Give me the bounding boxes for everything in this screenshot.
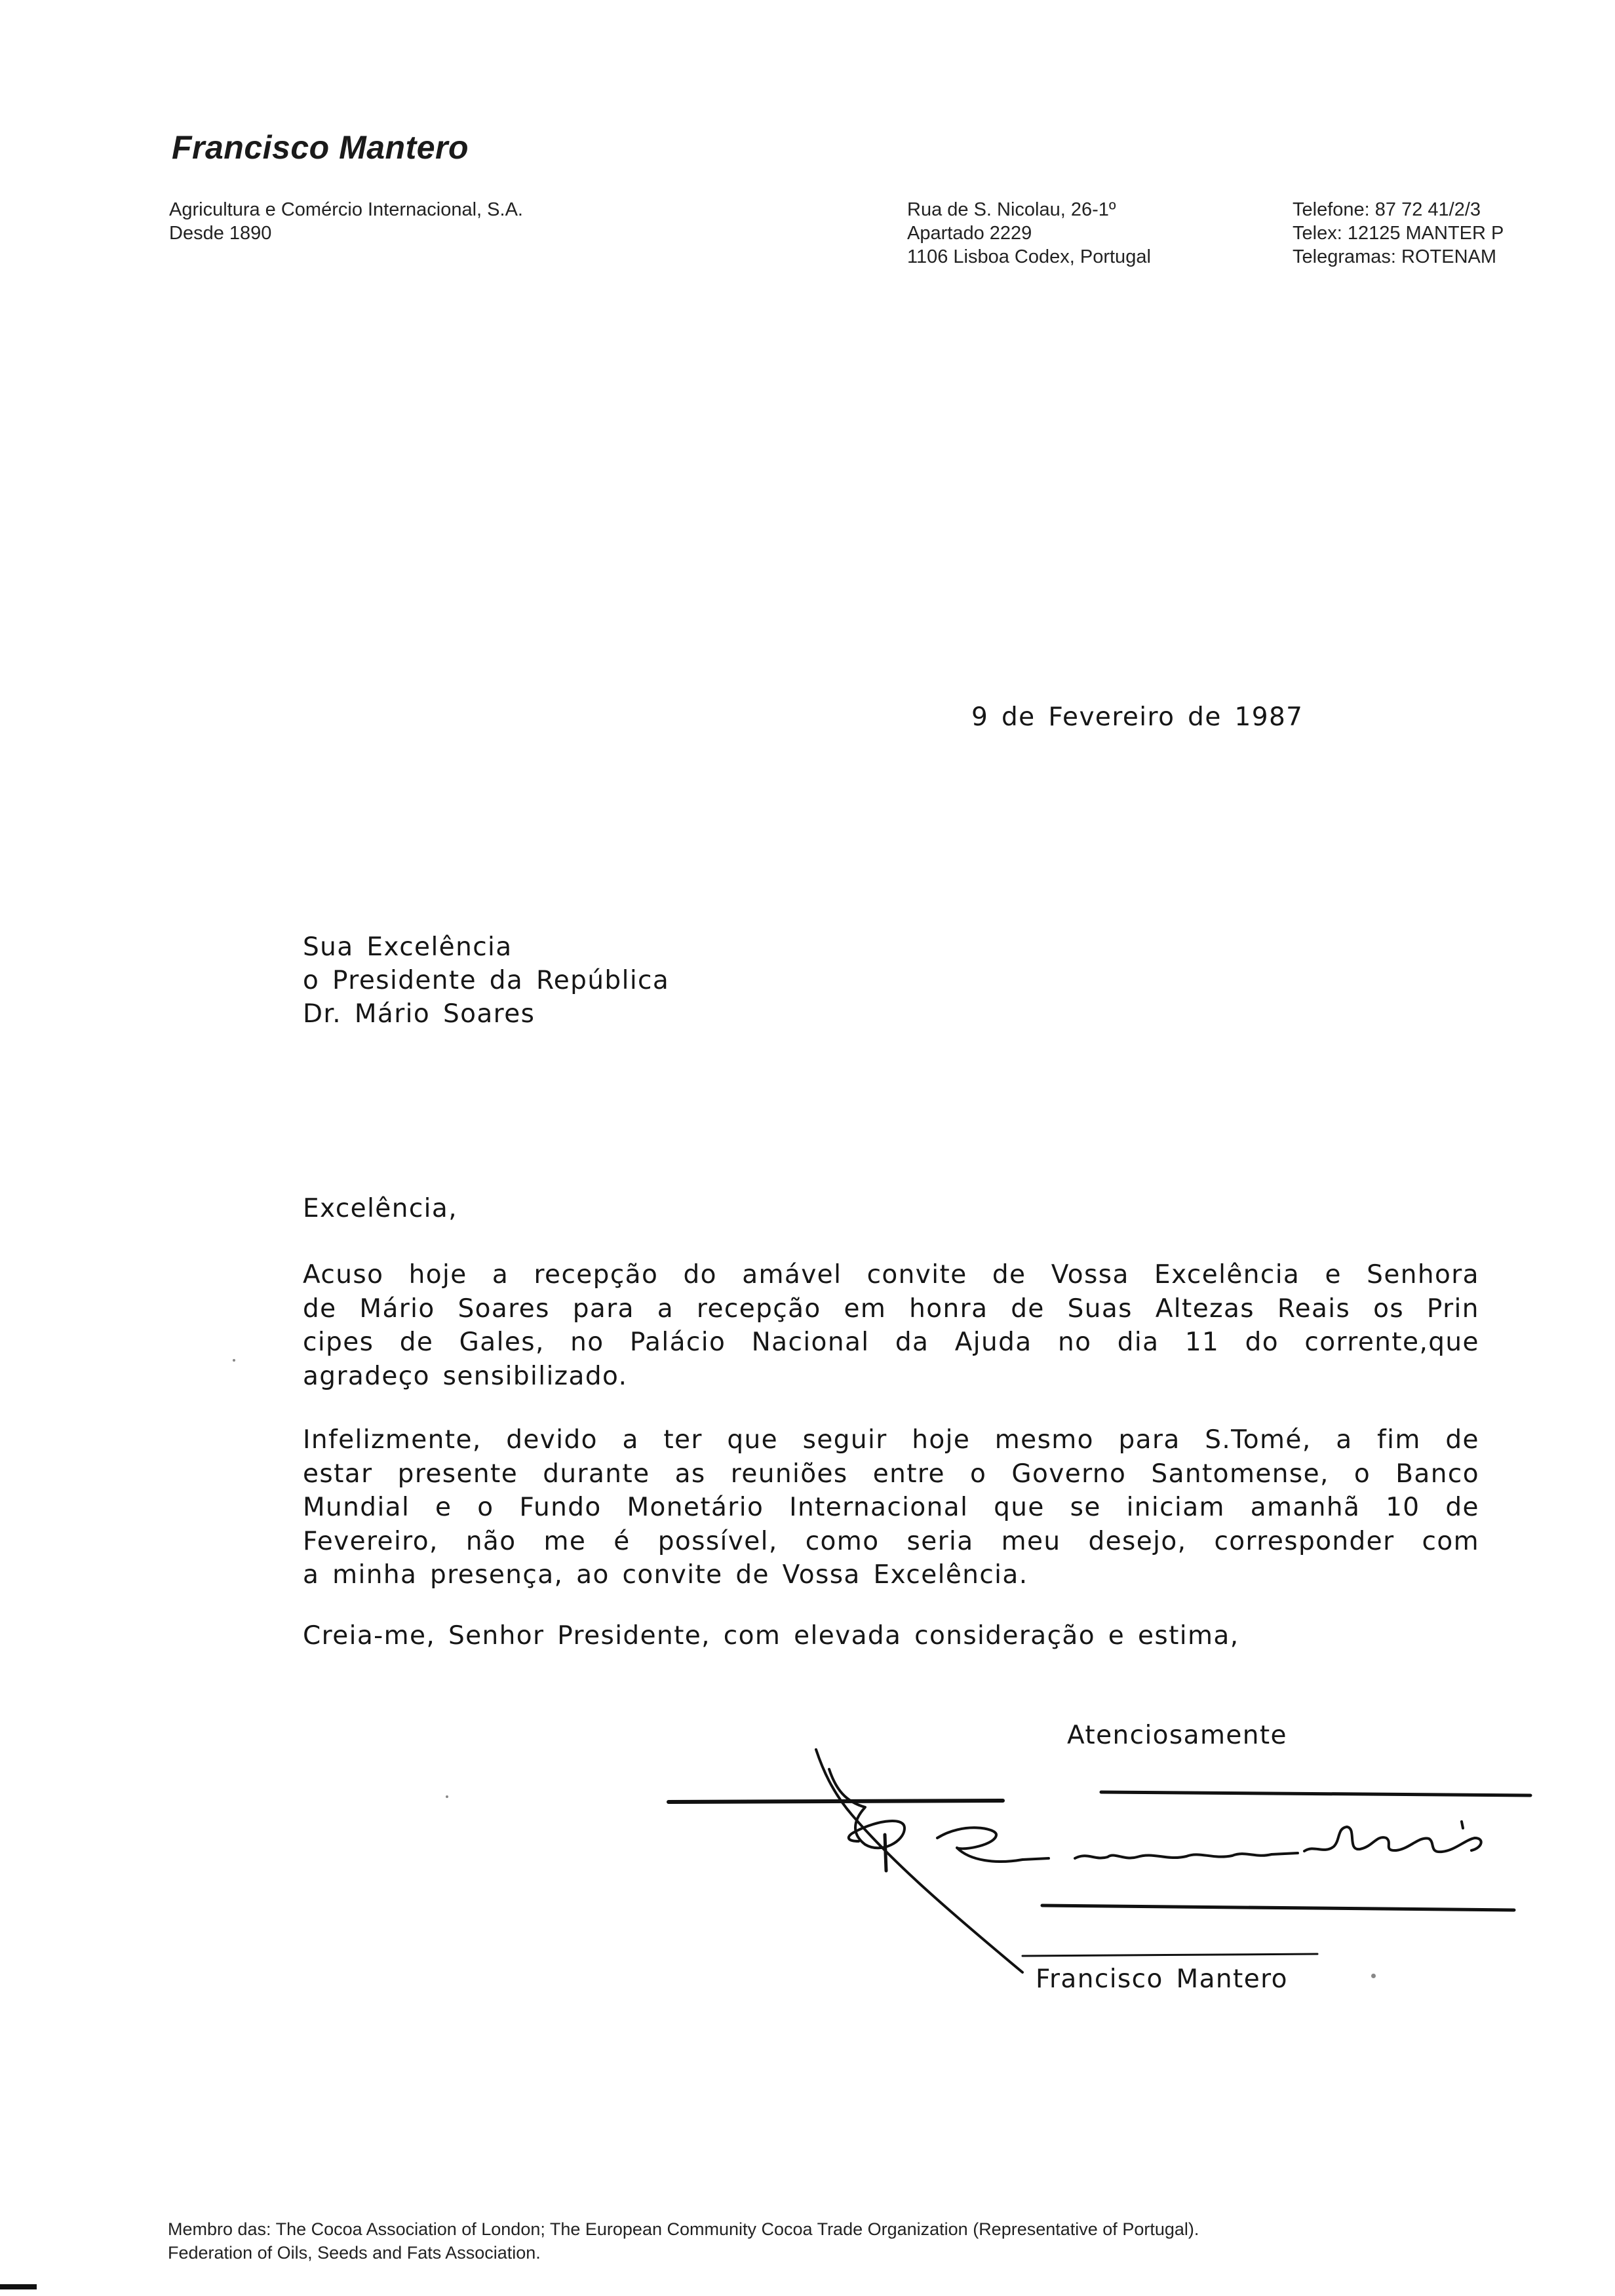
word: hoje (408, 1260, 467, 1290)
word: recepção (696, 1293, 821, 1324)
word: me (543, 1526, 587, 1556)
word: de (1011, 1293, 1045, 1324)
word: meu (1001, 1526, 1061, 1556)
word: S.Tomé, (1205, 1425, 1312, 1455)
word: os (1373, 1293, 1405, 1324)
word: possível, (657, 1526, 778, 1556)
subtitle-line: Desde 1890 (169, 223, 272, 244)
word: mesmo (994, 1425, 1094, 1455)
paragraph-2 (303, 1423, 1479, 1592)
contact-line: Telex: 12125 MANTER P (1293, 223, 1504, 244)
paragraph-line (303, 1525, 1479, 1559)
word: seguir (802, 1425, 887, 1455)
word: entre (872, 1459, 945, 1489)
ink-speck (446, 1795, 448, 1798)
recipient-block (303, 930, 669, 1031)
address-line: Rua de S. Nicolau, 26-1º (907, 199, 1116, 220)
word: corrente,que (1304, 1328, 1479, 1357)
word: corresponder (1214, 1526, 1395, 1556)
word: hoje (912, 1425, 971, 1455)
word: Governo (1011, 1459, 1127, 1489)
recipient-line: Dr. Mário Soares (303, 999, 535, 1029)
word: 11 (1184, 1328, 1220, 1357)
word: Infelizmente, (303, 1425, 482, 1455)
word: ter (663, 1425, 703, 1455)
word: Ajuda (954, 1328, 1032, 1357)
word: que (994, 1493, 1045, 1522)
word: Fundo (519, 1493, 602, 1522)
word: Altezas (1155, 1293, 1255, 1324)
word: de (992, 1260, 1026, 1290)
word: Nacional (751, 1328, 870, 1357)
word: as (674, 1459, 706, 1489)
word: Palácio (629, 1328, 726, 1357)
word: o (970, 1459, 987, 1489)
recipient-line: o Presidente da República (303, 966, 670, 995)
word: no (570, 1328, 604, 1357)
paragraph-line (303, 1491, 1479, 1525)
ink-speck (233, 1359, 235, 1362)
footer-memberships (168, 2217, 1199, 2265)
footer-line: Membro das: The Cocoa Association of London; The European Community Cocoa Trade Organization (Representative of Portugal). (168, 2219, 1199, 2239)
word: se (1070, 1493, 1101, 1522)
word: Gales, (459, 1328, 545, 1357)
salutation: Excelência, (303, 1194, 457, 1223)
word: convite (866, 1260, 967, 1290)
paragraph-line (303, 1423, 1479, 1457)
footer-line: Federation of Oils, Seeds and Fats Association. (168, 2243, 541, 2263)
paragraph-line: agradeço sensibilizado. (303, 1361, 628, 1391)
word: desejo, (1088, 1526, 1187, 1556)
paragraph-line (303, 1292, 1479, 1326)
word: de (399, 1328, 434, 1357)
word: de (1445, 1493, 1479, 1522)
word: da (895, 1328, 929, 1357)
paragraph-line (303, 1326, 1479, 1360)
word: Reais (1277, 1293, 1351, 1324)
word: honra (909, 1293, 988, 1324)
word: é (613, 1526, 631, 1556)
word: cipes (303, 1328, 374, 1357)
word: estar (303, 1459, 373, 1489)
word: Monetário (627, 1493, 764, 1522)
ink-speck (1371, 1974, 1376, 1978)
signatory-name: Francisco Mantero (1036, 1964, 1288, 1994)
address-line: Apartado 2229 (907, 223, 1032, 244)
company-name: Francisco Mantero (172, 129, 469, 166)
word: seria (906, 1526, 974, 1556)
word: a (657, 1293, 674, 1324)
word: a (1336, 1425, 1353, 1455)
word: não (465, 1526, 516, 1556)
word: Fevereiro, (303, 1526, 438, 1556)
word: fim (1377, 1425, 1421, 1455)
word: Acuso (303, 1260, 384, 1290)
word: a (492, 1260, 509, 1290)
word: a (622, 1425, 639, 1455)
word: Vossa (1051, 1260, 1129, 1290)
company-address (907, 198, 1151, 269)
word: Soares (457, 1293, 550, 1324)
word: e (1325, 1260, 1342, 1290)
recipient-line: Sua Excelência (303, 932, 513, 962)
word: de (1445, 1425, 1479, 1455)
scan-edge-mark (0, 2284, 37, 2289)
word: devido (506, 1425, 598, 1455)
word: reuniões (730, 1459, 848, 1489)
letter-date: 9 de Fevereiro de 1987 (971, 702, 1304, 732)
subtitle-line: Agricultura e Comércio Internacional, S.A. (169, 199, 523, 220)
paragraph-line: a minha presença, ao convite de Vossa Excelência. (303, 1560, 1028, 1590)
word: durante (543, 1459, 650, 1489)
word: recepção (534, 1260, 659, 1290)
word: Senhora (1367, 1260, 1479, 1290)
word: em (844, 1293, 887, 1324)
word: dia (1117, 1328, 1159, 1357)
word: Suas (1067, 1293, 1133, 1324)
word: para (572, 1293, 634, 1324)
word: no (1057, 1328, 1092, 1357)
company-contacts (1293, 198, 1504, 269)
word: de (303, 1293, 337, 1324)
word: que (727, 1425, 779, 1455)
word: do (683, 1260, 717, 1290)
word: e (435, 1493, 452, 1522)
word: amável (742, 1260, 842, 1290)
word: o (1353, 1459, 1371, 1489)
paragraph-1 (303, 1258, 1479, 1393)
paragraph-line (303, 1258, 1479, 1292)
word: amanhã (1250, 1493, 1361, 1522)
address-line: 1106 Lisboa Codex, Portugal (907, 246, 1151, 267)
word: como (805, 1526, 880, 1556)
word: Mundial (303, 1493, 410, 1522)
word: Internacional (789, 1493, 969, 1522)
word: Santomense, (1151, 1459, 1329, 1489)
word: com (1422, 1526, 1479, 1556)
paragraph-3: Creia-me, Senhor Presidente, com elevada consideração e estima, (303, 1621, 1239, 1651)
word: Prin (1426, 1293, 1479, 1324)
contact-line: Telefone: 87 72 41/2/3 (1293, 199, 1481, 220)
word: presente (397, 1459, 518, 1489)
closing: Atenciosamente (1067, 1721, 1287, 1750)
word: Banco (1395, 1459, 1479, 1489)
word: 10 (1386, 1493, 1420, 1522)
contact-line: Telegramas: ROTENAM (1293, 246, 1497, 267)
word: para (1118, 1425, 1180, 1455)
paragraph-line (303, 1457, 1479, 1491)
word: Excelência (1154, 1260, 1300, 1290)
word: iniciam (1126, 1493, 1225, 1522)
word: do (1245, 1328, 1279, 1357)
word: Mário (359, 1293, 435, 1324)
word: o (477, 1493, 494, 1522)
company-subtitle (169, 198, 523, 245)
signature (655, 1730, 1573, 1992)
